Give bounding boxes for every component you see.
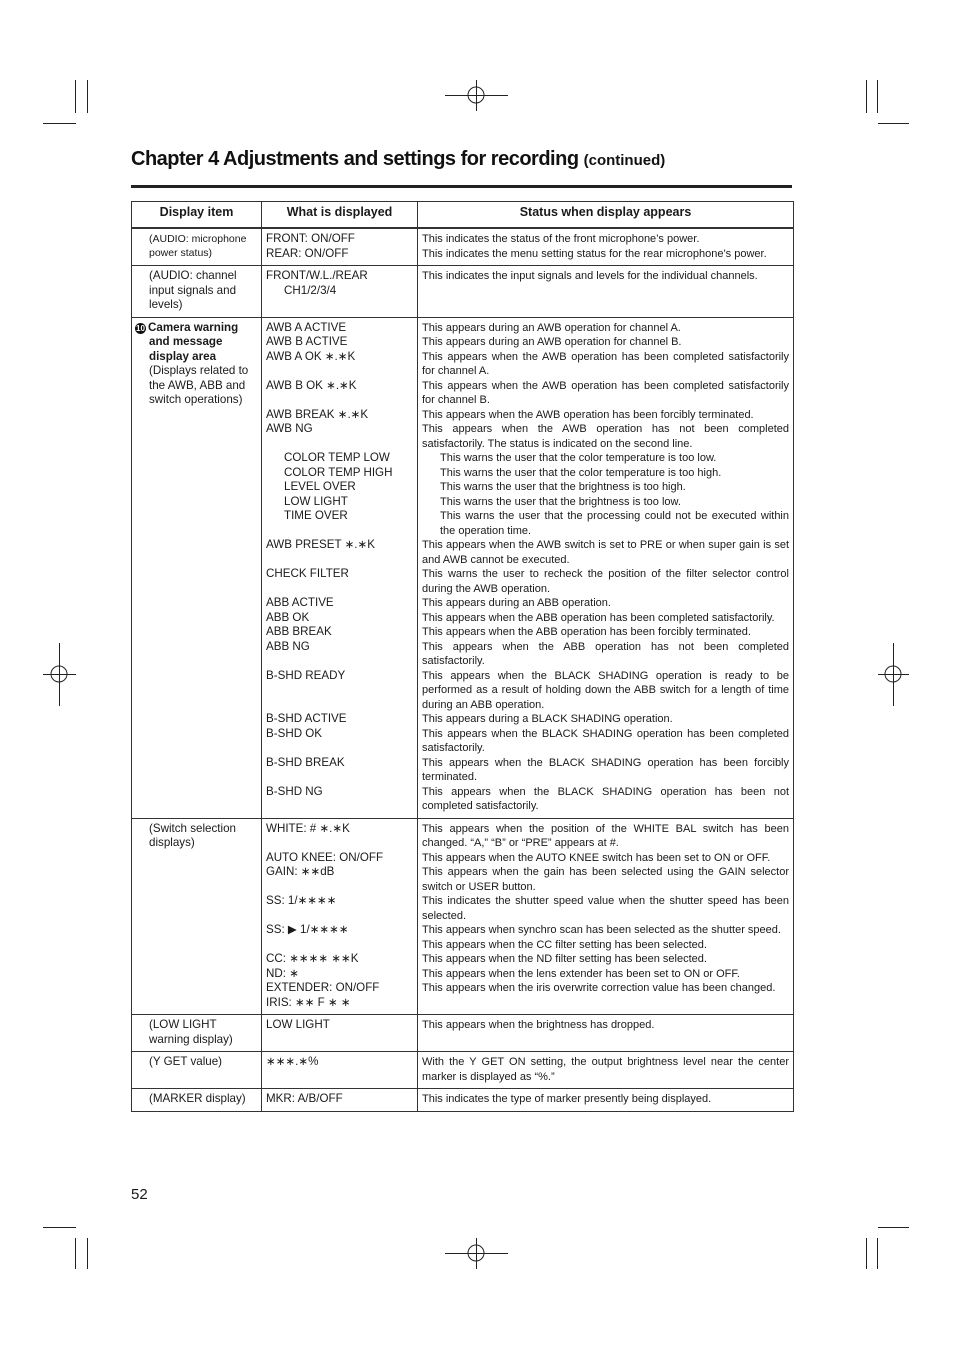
status-cell: This indicates the type of marker presently being displayed.	[418, 1089, 794, 1112]
status-text: This appears during an ABB operation.	[422, 597, 611, 609]
displayed-value: ABB BREAK	[266, 625, 332, 638]
displayed-value: ABB OK	[266, 610, 310, 624]
status-text: This appears when synchro scan has been selected as the shutter speed.	[422, 924, 781, 936]
displayed-value: AWB B ACTIVE	[266, 335, 348, 348]
status-text: This appears when the ND filter setting has been selected.	[422, 953, 707, 965]
status-text: This appears when the AUTO KNEE switch has been set to ON or OFF.	[422, 851, 771, 864]
status-text: This appears when the CC filter setting has been selected.	[422, 938, 707, 951]
table-row	[132, 317, 794, 818]
status-text: This indicates the menu setting status for the rear microphone’s power.	[422, 247, 767, 260]
registration-mark-icon	[879, 660, 907, 688]
page-number: 52	[131, 1186, 148, 1203]
status-cell	[418, 818, 794, 1015]
table-row	[132, 1089, 794, 1112]
status-text: This appears during an AWB operation for channel B.	[422, 336, 682, 348]
displayed-value: AUTO KNEE: ON/OFF	[266, 850, 384, 864]
displayed-value: AWB NG	[266, 422, 313, 435]
displayed-value: REAR: ON/OFF	[266, 246, 349, 260]
status-text: This warns the user that the brightness is too high.	[440, 481, 686, 493]
status-text: This appears during a BLACK SHADING operation.	[422, 713, 673, 725]
status-text: This appears when the ABB operation has been completed satisfactorily.	[422, 611, 775, 624]
registration-mark-icon	[45, 660, 73, 688]
displayed-value: B-SHD NG	[266, 784, 323, 798]
displayed-value: LOW LIGHT	[284, 494, 348, 508]
displayed-value: SS: ▶ 1/∗∗∗∗	[266, 923, 349, 936]
status-text: This appears when the gain has been selected using the GAIN selector switch or USER button.	[422, 866, 789, 893]
displayed-value: B-SHD OK	[266, 726, 323, 740]
displayed-value: COLOR TEMP LOW	[284, 451, 390, 464]
display-item-cell: (AUDIO: channel input signals and levels)	[132, 266, 262, 318]
display-item-cell: (LOW LIGHT warning display)	[132, 1015, 262, 1052]
displayed-value: ND: ∗	[266, 966, 299, 980]
displayed-cell	[262, 317, 418, 818]
displayed-value: CHECK FILTER	[266, 567, 349, 580]
display-item-cell: (AUDIO: microphone power status)	[132, 228, 262, 266]
column-header-what-displayed: What is displayed	[262, 202, 418, 229]
displayed-cell: ∗∗∗.∗%	[262, 1052, 418, 1089]
status-text: This warns the user to recheck the position of the filter selector control during the AWB operation.	[422, 568, 789, 595]
column-header-display-item: Display item	[132, 202, 262, 229]
display-item-cell: (Switch selection displays)	[132, 818, 262, 1015]
displayed-value: CC: ∗∗∗∗ ∗∗K	[266, 952, 359, 965]
displayed-value: EXTENDER: ON/OFF	[266, 981, 380, 994]
displayed-value: COLOR TEMP HIGH	[284, 465, 393, 479]
status-cell	[418, 317, 794, 818]
status-text: This appears when the BLACK SHADING operation has been not completed satisfactorily.	[422, 785, 789, 812]
status-cell: This appears when the brightness has dropped.	[418, 1015, 794, 1052]
displayed-value: AWB PRESET ∗.∗K	[266, 538, 375, 551]
status-text: This appears when the AWB operation has been completed satisfactorily for channel A.	[422, 350, 789, 377]
displayed-cell: LOW LIGHT	[262, 1015, 418, 1052]
displayed-value: ABB ACTIVE	[266, 596, 334, 609]
status-text: This appears when the AWB switch is set to PRE or when super gain is set and AWB cannot be executed.	[422, 539, 789, 566]
displayed-value: B-SHD BREAK	[266, 755, 345, 769]
display-item-cell: (MARKER display)	[132, 1089, 262, 1112]
displayed-value: ABB NG	[266, 639, 310, 653]
status-text: This warns the user that the brightness is too low.	[440, 495, 681, 508]
status-text: This indicates the shutter speed value when the shutter speed has been selected.	[422, 895, 789, 922]
displayed-value: B-SHD ACTIVE	[266, 712, 347, 725]
display-items-table	[131, 201, 794, 1112]
status-text: This appears when the BLACK SHADING operation is ready to be performed as a result of holding down the ABB switch for a length of time during an ABB operation.	[422, 669, 789, 711]
displayed-cell: MKR: A/B/OFF	[262, 1089, 418, 1112]
displayed-value: LEVEL OVER	[284, 480, 356, 493]
table-row	[132, 228, 794, 266]
displayed-value: AWB A OK ∗.∗K	[266, 349, 356, 363]
display-item-title: Camera warning and message display area	[148, 320, 239, 363]
display-item-cell: (Y GET value)	[132, 1052, 262, 1089]
displayed-value: AWB B OK ∗.∗K	[266, 378, 357, 392]
status-text: This appears when the position of the WHITE BAL switch has been changed. “A,” “B” or “PRE” appears at #.	[422, 822, 789, 849]
table-row	[132, 1015, 794, 1052]
status-text: This warns the user that the color temperature is too low.	[440, 452, 717, 464]
status-text: This appears when the AWB operation has been forcibly terminated.	[422, 408, 754, 421]
displayed-value: AWB A ACTIVE	[266, 320, 347, 334]
table-header-row	[132, 202, 794, 229]
displayed-cell	[262, 228, 418, 266]
status-text: This appears when the AWB operation has not been completed satisfactorily. The status is indicated on the second line.	[422, 423, 789, 450]
displayed-value: B-SHD READY	[266, 668, 346, 682]
status-cell: This indicates the input signals and levels for the individual channels.	[418, 266, 794, 318]
displayed-value: SS: 1/∗∗∗∗	[266, 894, 337, 907]
status-text: This appears when the iris overwrite correction value has been changed.	[422, 982, 776, 994]
status-cell: With the Y GET ON setting, the output brightness level near the center marker is displayed as “%.”	[418, 1052, 794, 1089]
page-title	[131, 148, 665, 171]
title-rule	[131, 185, 792, 188]
status-text: This appears when the BLACK SHADING operation has been forcibly terminated.	[422, 756, 789, 783]
status-text: This appears when the ABB operation has not been completed satisfactorily.	[422, 640, 789, 667]
status-text: This appears when the lens extender has been set to ON or OFF.	[422, 967, 740, 980]
status-cell	[418, 228, 794, 266]
status-text: This warns the user that the color temperature is too high.	[440, 466, 722, 479]
table-row	[132, 1052, 794, 1089]
displayed-value: GAIN: ∗∗dB	[266, 865, 335, 878]
table-row	[132, 266, 794, 318]
status-text: This appears during an AWB operation for channel A.	[422, 321, 681, 334]
table-row	[132, 818, 794, 1015]
status-text: This appears when the BLACK SHADING operation has been completed satisfactorily.	[422, 727, 789, 754]
registration-mark-icon	[462, 1239, 490, 1267]
displayed-cell	[262, 266, 418, 318]
circled-number-icon: 10	[136, 323, 145, 333]
displayed-value: IRIS: ∗∗ F ∗ ∗	[266, 995, 351, 1009]
display-item-subtitle: (Displays related to the AWB, ABB and switch operations)	[149, 364, 249, 406]
displayed-value: AWB BREAK ∗.∗K	[266, 407, 369, 421]
display-item-cell	[132, 317, 262, 818]
continued-label: (continued)	[583, 152, 666, 169]
displayed-value: TIME OVER	[284, 509, 348, 522]
displayed-cell	[262, 818, 418, 1015]
displayed-value: FRONT/W.L./REAR	[266, 269, 368, 282]
displayed-value: FRONT: ON/OFF	[266, 232, 355, 245]
status-text: This warns the user that the processing could not be executed within the operation time.	[440, 510, 789, 537]
status-text: This appears when the AWB operation has been completed satisfactorily for channel B.	[422, 379, 789, 406]
column-header-status: Status when display appears	[418, 202, 794, 229]
status-text: This appears when the ABB operation has been forcibly terminated.	[422, 626, 751, 638]
displayed-value: CH1/2/3/4	[284, 283, 337, 297]
registration-mark-icon	[462, 81, 490, 109]
displayed-value: WHITE: # ∗.∗K	[266, 821, 350, 835]
chapter-title: Chapter 4 Adjustments and settings for recording	[131, 148, 579, 170]
status-text: This indicates the status of the front microphone’s power.	[422, 233, 700, 245]
